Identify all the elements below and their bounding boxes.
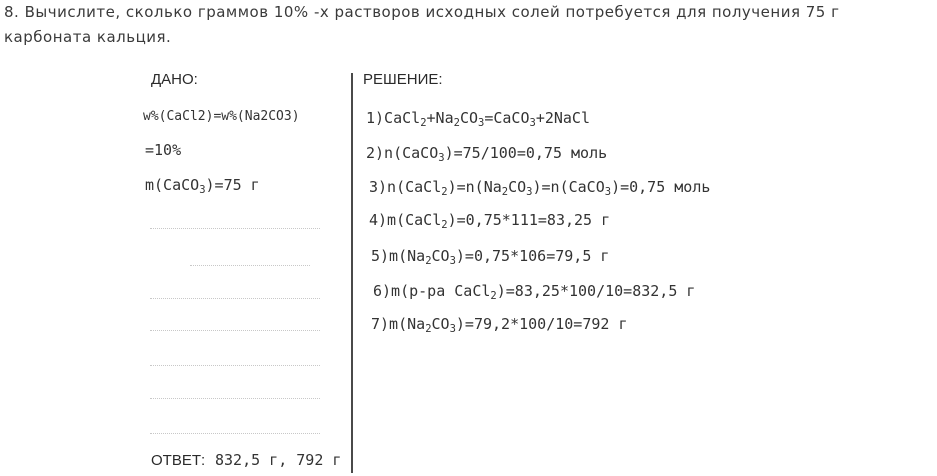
- solution-header: РЕШЕНИЕ:: [363, 71, 443, 88]
- step-text: +Na: [426, 109, 454, 127]
- given-mass-caco3-post: )=75 г: [205, 176, 260, 194]
- formula-subscript: 2: [501, 186, 509, 198]
- given-blank-line: [150, 433, 320, 434]
- solution-step-2: [366, 144, 607, 162]
- solution-step-7: [371, 315, 628, 333]
- step-text: CO: [508, 178, 527, 196]
- solution-step-3: [369, 178, 710, 196]
- step-text: 4)m(CaCl: [369, 211, 442, 229]
- step-text: 7)m(Na: [371, 315, 426, 333]
- solution-step-5: [371, 247, 609, 265]
- formula-subscript: 2: [490, 290, 497, 302]
- question-text: 8. Вычислите, сколько граммов 10% -х растворов исходных солей потребуется для получения 75 г карбоната кальция.: [4, 3, 840, 46]
- answer-label: ОТВЕТ:: [151, 452, 206, 469]
- formula-subscript: 3: [449, 323, 456, 335]
- step-text: )=0,75 моль: [611, 178, 711, 196]
- step-text: 1)CaCl: [366, 109, 421, 127]
- formula-subscript: 3: [604, 186, 612, 198]
- formula-subscript: 3: [478, 117, 485, 129]
- step-text: )=n(CaCO: [532, 178, 605, 196]
- step-text: CO: [431, 315, 450, 333]
- given-mass-fraction: w%(CaCl2)=w%(Na2CO3): [143, 109, 300, 124]
- formula-subscript: 2: [420, 117, 427, 129]
- formula-subscript: 2: [425, 323, 432, 335]
- formula-subscript: 2: [441, 219, 448, 231]
- step-text: )=n(Na: [447, 178, 502, 196]
- step-text: 2)n(CaCO: [366, 144, 439, 162]
- formula-subscript: 2: [441, 186, 448, 198]
- given-mass-fraction-value: =10%: [145, 141, 182, 159]
- formula-subscript: 3: [449, 255, 456, 267]
- step-text: =CaCO: [484, 109, 530, 127]
- given-blank-line: [150, 398, 320, 399]
- formula-subscript: 2: [453, 117, 460, 129]
- given-blank-line: [150, 330, 320, 331]
- formula-subscript: 3: [438, 152, 445, 164]
- formula-subscript: 3: [529, 117, 536, 129]
- step-text: 3)n(CaCl: [369, 178, 442, 196]
- given-blank-line: [190, 265, 310, 266]
- solution-step-6: [373, 282, 695, 300]
- step-text: )=83,25*100/10=832,5 г: [496, 282, 696, 300]
- step-text: )=79,2*100/10=792 г: [455, 315, 628, 333]
- step-text: )=75/100=0,75 моль: [444, 144, 608, 162]
- given-mass-caco3-pre: m(CaCO: [145, 176, 200, 194]
- solution-step-1: [366, 109, 590, 127]
- formula-subscript: 2: [425, 255, 432, 267]
- given-blank-line: [150, 228, 320, 229]
- step-text: 6)m(р-ра CaCl: [373, 282, 491, 300]
- given-mass-caco3: [145, 176, 260, 194]
- step-text: +2NaCl: [535, 109, 590, 127]
- answer-value: 832,5 г, 792 г: [215, 451, 342, 469]
- given-header: ДАНО:: [151, 71, 198, 88]
- step-text: )=0,75*106=79,5 г: [455, 247, 610, 265]
- solution-step-4: [369, 211, 610, 229]
- given-blank-line: [150, 365, 320, 366]
- step-text: CO: [459, 109, 478, 127]
- formula-subscript: 3: [526, 186, 533, 198]
- step-text: )=0,75*111=83,25 г: [447, 211, 611, 229]
- column-divider: [351, 73, 353, 473]
- given-mass-caco3-sub: 3: [199, 184, 206, 196]
- step-text: CO: [431, 247, 450, 265]
- given-blank-line: [150, 298, 320, 299]
- step-text: 5)m(Na: [371, 247, 426, 265]
